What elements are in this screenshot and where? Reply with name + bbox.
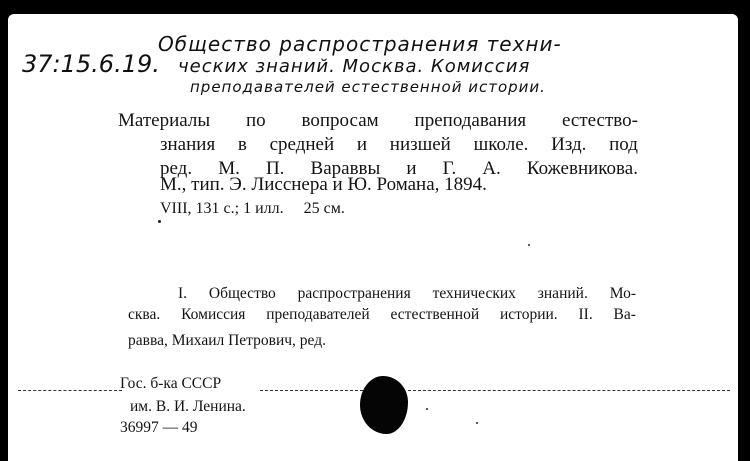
main-entry-line-2 <box>160 134 638 156</box>
word: Общество <box>208 285 276 302</box>
main-entry-line-1 <box>118 110 638 132</box>
word: в <box>237 134 247 155</box>
word: Bараввы <box>310 158 381 179</box>
word: Комиссия <box>181 306 246 323</box>
word: А. <box>482 158 501 179</box>
handwritten-heading-line-2: ческих знаний. Москва. Комиссия <box>178 56 531 77</box>
word: II. <box>578 306 593 323</box>
call-number: 37:15.6.19. <box>22 50 160 78</box>
accession-number: 36997 — 49 <box>120 419 198 436</box>
library-name-line: Гос. б-ка СССР <box>120 375 222 392</box>
divider-rule <box>408 390 730 391</box>
word: и <box>356 134 368 155</box>
word: Изд. <box>551 134 587 155</box>
ink-blot <box>360 376 408 434</box>
word: низшей <box>389 134 451 155</box>
word: и <box>406 158 417 179</box>
word: ред. <box>160 158 193 179</box>
collation-line: VIII, 131 с.; 1 илл. 25 см. <box>160 200 345 217</box>
tracing-line-1 <box>178 285 636 303</box>
word: преподавания <box>414 110 527 131</box>
word: Кожевникова. <box>526 158 638 179</box>
word: Ва- <box>613 306 636 323</box>
word: Г. <box>442 158 457 179</box>
word: школе. <box>473 134 529 155</box>
ink-speck <box>158 220 161 223</box>
word: естество- <box>562 110 638 131</box>
divider-rule <box>18 390 122 391</box>
divider-rule <box>260 390 368 391</box>
catalog-card <box>8 14 738 461</box>
word: вопросам <box>301 110 379 131</box>
word: технических <box>432 285 516 302</box>
word: средней <box>269 134 335 155</box>
word: под <box>609 134 638 155</box>
word: М. <box>218 158 240 179</box>
word: естественной <box>390 306 480 323</box>
library-name-line-2: им. В. И. Ленина. <box>130 398 246 415</box>
word: сква. <box>128 306 161 323</box>
word: Материалы <box>118 110 211 131</box>
ink-speck <box>476 422 478 424</box>
word: знания <box>160 134 216 155</box>
handwritten-heading-line-3: преподавателей естественной истории. <box>190 78 546 96</box>
word: по <box>245 110 266 131</box>
tracing-line-3: равва, Михаил Петрович, ред. <box>128 332 326 349</box>
word: Мо- <box>609 285 636 302</box>
imprint-line: М., тип. Э. Лисснера и Ю. Романа, 1894. <box>160 174 487 195</box>
word: истории. <box>499 306 558 323</box>
ink-speck <box>426 408 428 410</box>
word: распространения <box>297 285 411 302</box>
word: П. <box>265 158 285 179</box>
ink-speck <box>528 244 530 246</box>
word: I. <box>178 285 188 302</box>
handwritten-heading-line-1: Общество распространения техни- <box>158 32 562 56</box>
word: преподавателей <box>266 306 370 323</box>
tracing-line-2 <box>128 306 636 324</box>
word: знаний. <box>537 285 588 302</box>
